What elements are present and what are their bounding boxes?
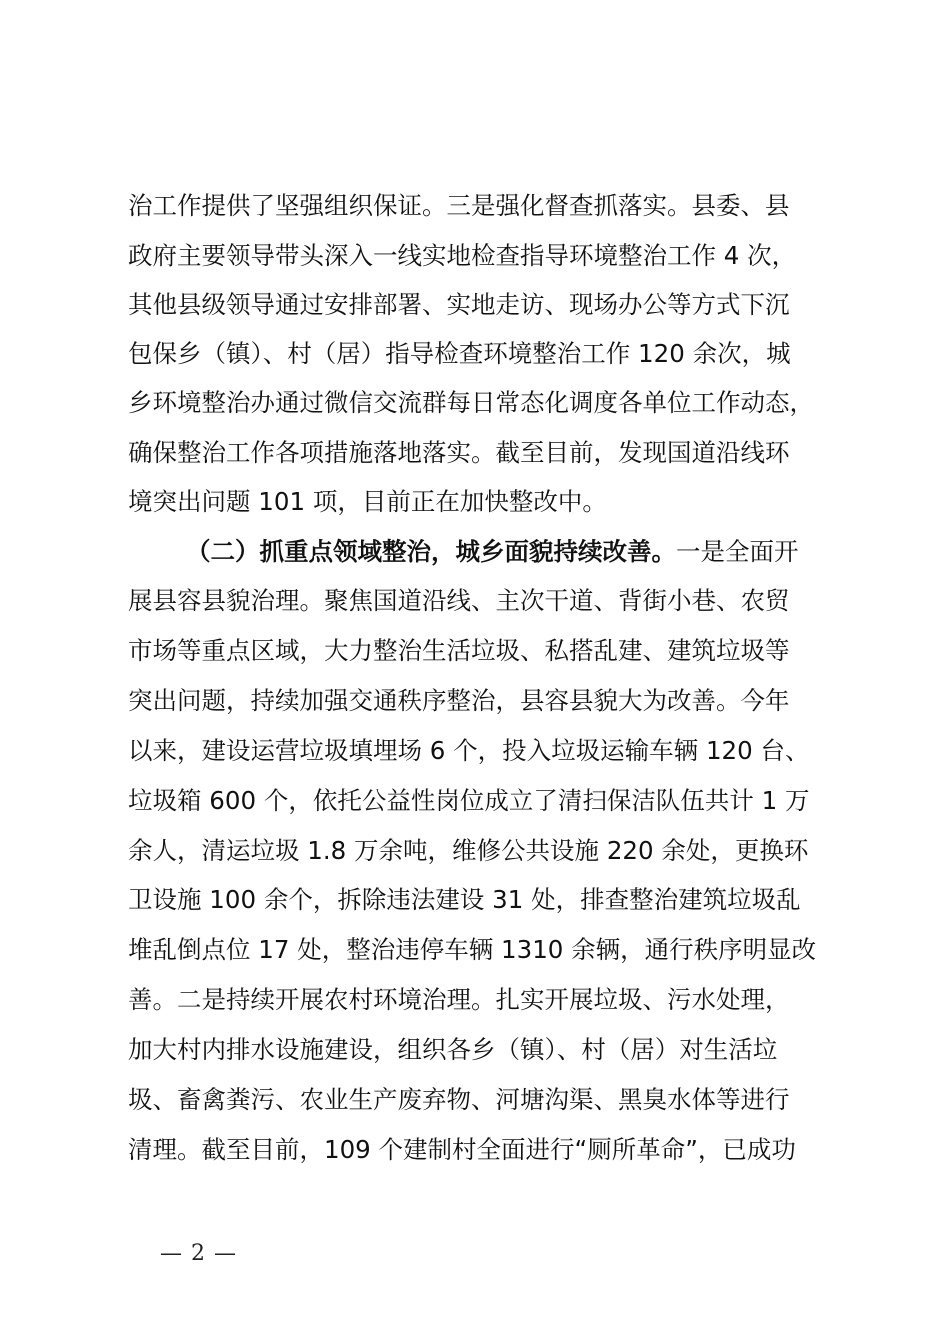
body-line: 突出问题，持续加强交通秩序整治，县容县貌大为改善。今年 — [128, 686, 790, 715]
section-first-line-rest: 一是全面开 — [676, 537, 799, 566]
body-line: 卫设施 100 余个，拆除违法建设 31 处，排查整治建筑垃圾乱 — [128, 885, 801, 914]
body-line: 市场等重点区域，大力整治生活垃圾、私搭乱建、建筑垃圾等 — [128, 636, 790, 665]
body-line: 境突出问题 101 项，目前正在加快整改中。 — [128, 487, 607, 516]
body-line: 加大村内排水设施建设，组织各乡（镇）、村（居）对生活垃 — [128, 1035, 778, 1064]
body-line: 其他县级领导通过安排部署、实地走访、现场办公等方式下沉 — [128, 290, 790, 319]
body-line: 展县容县貌治理。聚焦国道沿线、主次干道、背街小巷、农贸 — [128, 586, 790, 615]
page-number: — 2 — — [160, 1241, 237, 1266]
body-line: 善。二是持续开展农村环境治理。扎实开展垃圾、污水处理， — [128, 985, 790, 1014]
body-line: 确保整治工作各项措施落地落实。截至目前，发现国道沿线环 — [128, 438, 790, 467]
body-line: 垃圾箱 600 个，依托公益性岗位成立了清扫保洁队伍共计 1 万 — [128, 786, 810, 815]
body-line: 堆乱倒点位 17 处，整治违停车辆 1310 余辆，通行秩序明显改 — [128, 935, 817, 964]
body-line: 圾、畜禽粪污、农业生产废弃物、河塘沟渠、黑臭水体等进行 — [128, 1085, 790, 1114]
body-line: 清理。截至目前，109 个建制村全面进行“厕所革命”，已成功 — [128, 1135, 796, 1164]
section-heading: （二）抓重点领域整治，城乡面貌持续改善。 — [186, 537, 676, 566]
body-line: 治工作提供了坚强组织保证。三是强化督查抓落实。县委、县 — [128, 191, 790, 220]
body-line: 政府主要领导带头深入一线实地检查指导环境整治工作 4 次， — [128, 241, 797, 270]
body-line: 乡环境整治办通过微信交流群每日常态化调度各单位工作动态， — [128, 388, 814, 417]
body-line: 余人，清运垃圾 1.8 万余吨，维修公共设施 220 余处，更换环 — [128, 836, 809, 865]
body-line: 以来，建设运营垃圾填埋场 6 个，投入垃圾运输车辆 120 台、 — [128, 736, 810, 765]
section-first-line — [186, 536, 799, 568]
body-line: 包保乡（镇）、村（居）指导检查环境整治工作 120 余次，城 — [128, 339, 791, 368]
